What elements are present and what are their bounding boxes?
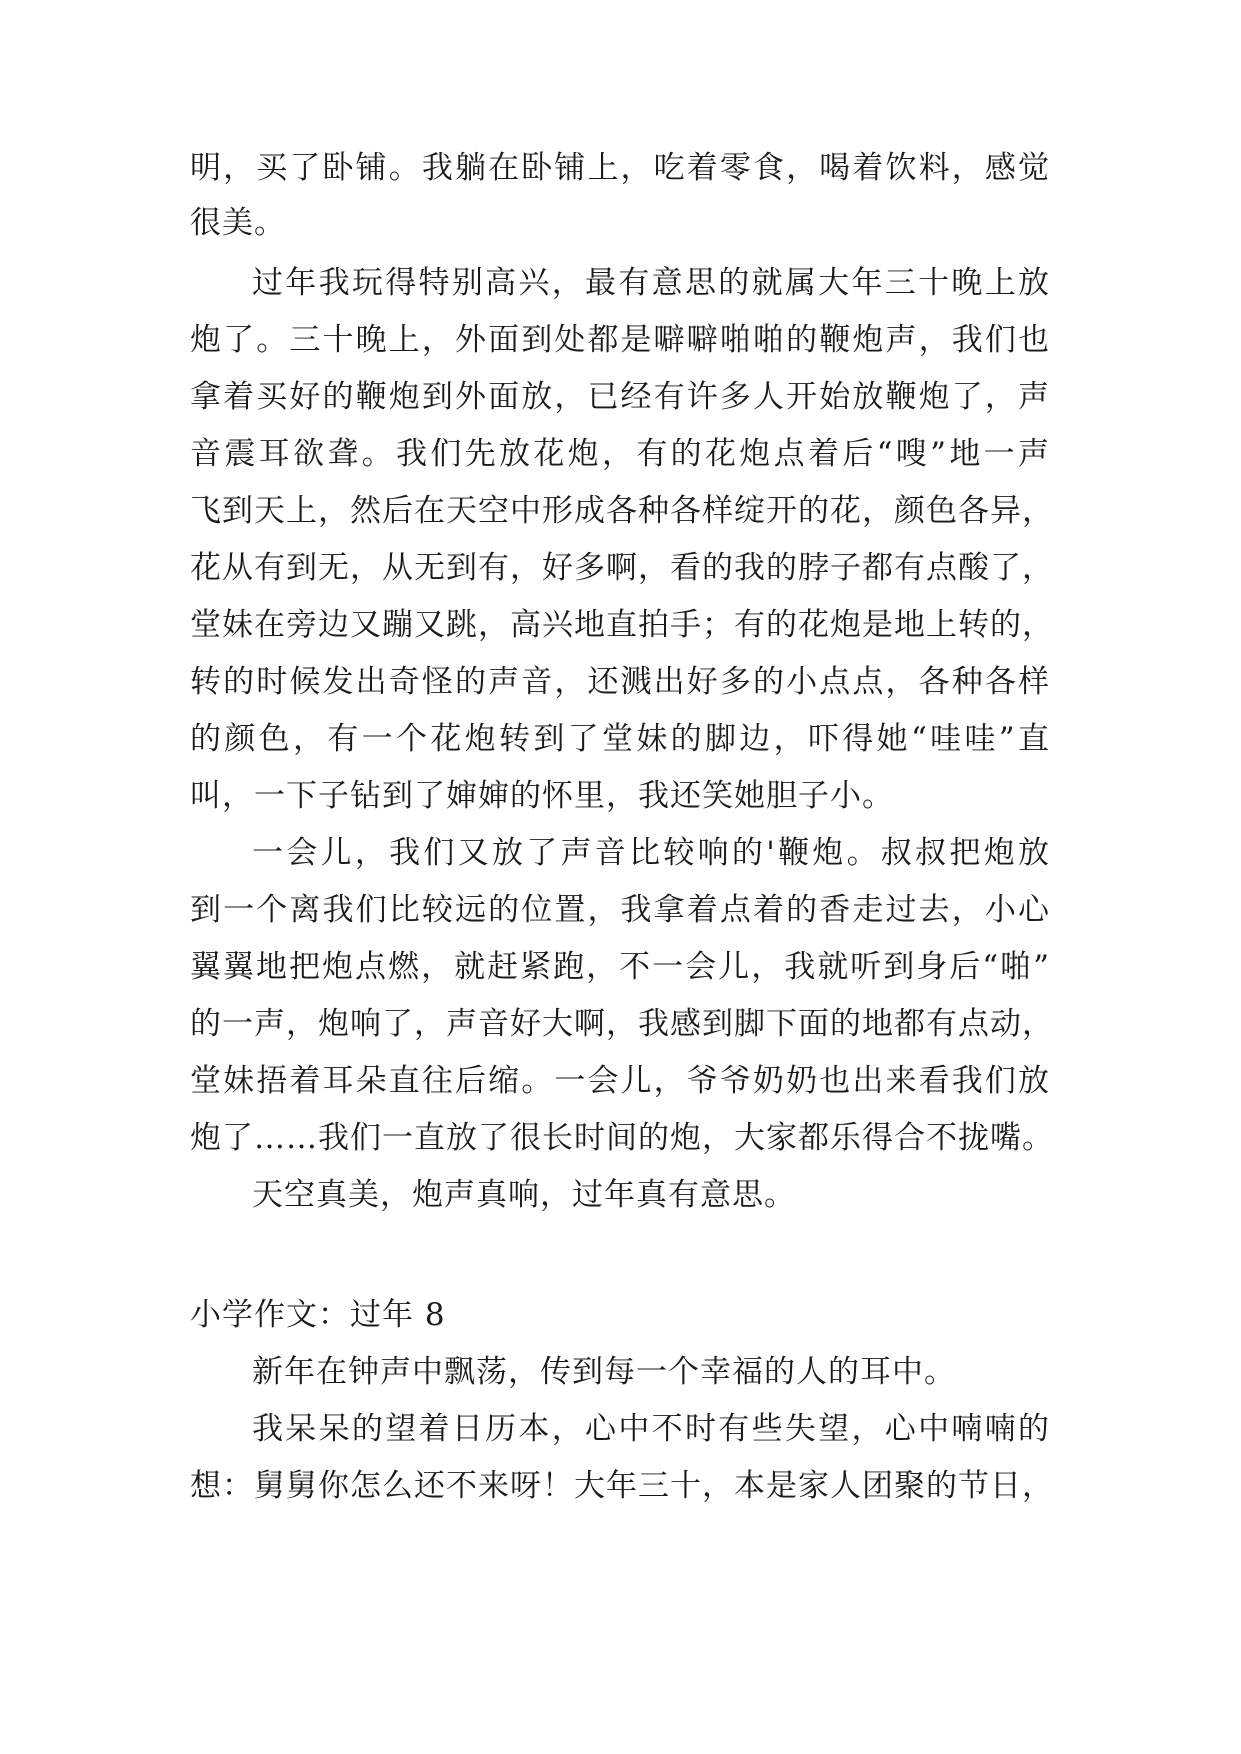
text-line: 叫，一下子钻到了婶婶的怀里，我还笑她胆子小。 bbox=[190, 778, 894, 814]
text-line: 到一个离我们比较远的位置，我拿着点着的香走过去，小心 bbox=[190, 892, 1050, 928]
text-line: 明，买了卧铺。我躺在卧铺上，吃着零食，喝着饮料，感觉 bbox=[190, 150, 1050, 186]
text-line: 拿着买好的鞭炮到外面放，已经有许多人开始放鞭炮了，声 bbox=[190, 379, 1050, 415]
paragraph-start-line: 过年我玩得特别高兴，最有意思的就属大年三十晚上放 bbox=[252, 265, 1050, 301]
text-line: 飞到天上，然后在天空中形成各种各样绽开的花，颜色各异， bbox=[190, 493, 1054, 529]
text-line: 音震耳欲聋。我们先放花炮，有的花炮点着后“嗖”地一声 bbox=[190, 436, 1050, 472]
text-line: 炮了……我们一直放了很长时间的炮，大家都乐得合不拢嘴。 bbox=[190, 1120, 1054, 1156]
text-line: 转的时候发出奇怪的声音，还溅出好多的小点点，各种各样 bbox=[190, 664, 1050, 700]
text-line: 堂妹捂着耳朵直往后缩。一会儿，爷爷奶奶也出来看我们放 bbox=[190, 1063, 1050, 1099]
paragraph-start-line: 我呆呆的望着日历本，心中不时有些失望，心中喃喃的 bbox=[252, 1411, 1050, 1447]
text-line: 炮了。三十晚上，外面到处都是噼噼啪啪的鞭炮声，我们也 bbox=[190, 322, 1050, 358]
text-line: 翼翼地把炮点燃，就赶紧跑，不一会儿，我就听到身后“啪” bbox=[190, 949, 1050, 985]
text-line: 很美。 bbox=[190, 205, 286, 241]
paragraph-start-line: 新年在钟声中飘荡，传到每一个幸福的人的耳中。 bbox=[252, 1354, 956, 1390]
text-line: 堂妹在旁边又蹦又跳，高兴地直拍手；有的花炮是地上转的， bbox=[190, 607, 1054, 643]
paragraph-start-line: 一会儿，我们又放了声音比较响的'鞭炮。叔叔把炮放 bbox=[252, 835, 1050, 871]
text-line: 的颜色，有一个花炮转到了堂妹的脚边，吓得她“哇哇”直 bbox=[190, 721, 1050, 757]
text-line: 的一声，炮响了，声音好大啊，我感到脚下面的地都有点动， bbox=[190, 1006, 1054, 1042]
text-line: 想：舅舅你怎么还不来呀！大年三十，本是家人团聚的节日， bbox=[190, 1468, 1054, 1504]
text-line: 花从有到无，从无到有，好多啊，看的我的脖子都有点酸了， bbox=[190, 550, 1054, 586]
paragraph-start-line: 天空真美，炮声真响，过年真有意思。 bbox=[252, 1177, 796, 1213]
section-heading: 小学作文：过年 8 bbox=[190, 1297, 446, 1333]
